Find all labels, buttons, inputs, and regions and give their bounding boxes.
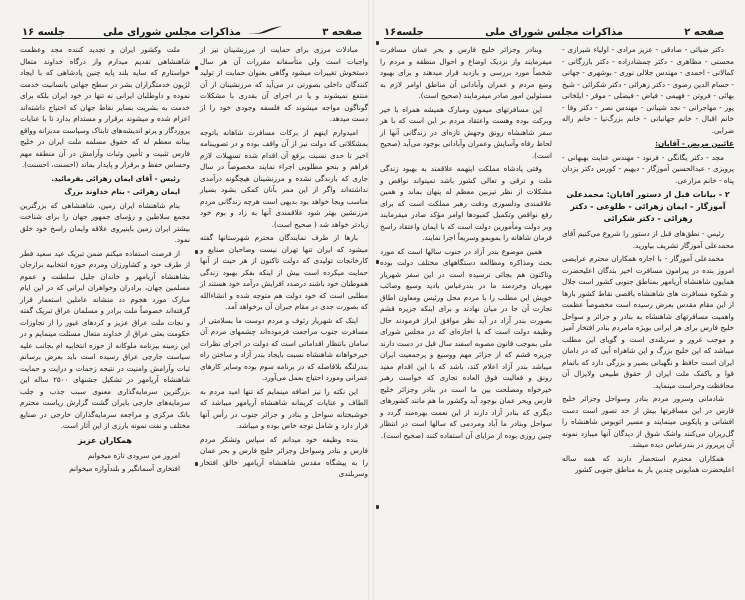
speaker-line: رئیس - آقای ایمان زهرائی بفرمائید. — [51, 173, 180, 183]
section-subheading: غائبین مریض - آقایان: — [655, 139, 734, 148]
page-header — [22, 22, 362, 39]
poem-line: همکاران عزیز — [78, 435, 132, 445]
paragraph: رئیس - نطق‌های قبل از دستور را شروع می‌کنیم آقای محمدعلی آموزگار تشریف بیاورید. — [562, 229, 734, 250]
page-number: صفحه ۳ — [322, 27, 362, 38]
publication-title: مذاکرات مجلس شورای ملی — [485, 27, 623, 38]
scan-speck — [376, 260, 379, 264]
column-right — [562, 44, 734, 478]
paragraph: بنام شاهنشاه ایران زمین، شاهنشاهی که بزرگترین مجمع سلاطین و رؤسای جمهور جهان را برای شناخت بیشتر ایران زمین باینیروی علاقه وایمان راسخ خود خلق نمود. — [20, 200, 190, 244]
paragraph: وقتی پادشاه مملکت اینهمه علاقمند به بهبود زندگی ملت و ترقی و تعالی کشور باشد نمیتواند نواقص و مشکلات از نظر تیزبین معظم له پنهان بماند و همین علاقمندی ودلسوزی ودقت رهبر مملکت است که برای رفع نواقص وتکمیل کمبودها اوامر مؤکد صادر میفرمایند وبر دولت ومأمورین دولت است که با ایمان واعتقاد راسخ فرمان شاهانه را بموبمو وسریعاً اجرا نمایند. — [380, 164, 552, 242]
session-number: جلسه ۱۶ — [22, 27, 66, 38]
paragraph: این نکته را نیز اضافه مینمایم که تنها امید مردم به الطاف و عنایات کریمانه شاهنشاه آریامهر میباشد که خوشبختانه سواحل و بنادر و جزائر جنوب در رأس آنها قرار دارد و شامل توجه خاص بوده و میباشد. — [200, 386, 368, 430]
paragraph: از فرصت استفاده میکنم ضمن تبریک عید سعید فطر از طرف خود و کشاورزان ومردم حوزه انتخابیه برازجان بشاهنشاه آریامهر و خاندان جلیل سلطنت و عموم مسلمین جهان، برادران وخواهران ایرانی که در این ایام مبارک مورد هجوم دد منشانه عاملین استعمار قرار گرفته‌اند خصوصاً ملت برادر و مسلمان عراق تبریک گفته و نجات ملت عراق عزیز و کردهای غیور را از تجاوزات حکومت بعثی عراق از خداوند متعال مسئلت مینمایم و در این زمینه بیزنامه ملوکانه از حوزه انتخابیه ام بجانب علیه سیاست جارچی عراق رسیده است باید بعرض برسانم ثبات وآرامش وامنیت در نتیجه زحمات و درایت و حمایت شاهنشاه آریامهر در تشکیل جشنهای ۲۵۰۰ ساله این بزرگترین سرمایه‌گذاری معنوی سبب جذب و جلب سرمایه‌های خارجی بایران گشت گزارش ریاست محترم بانک مرکزی و مراجعه سرمایه‌گذاران خارجی در صنایع مختلف و نفت نمونه بارزی از این آثار است. — [20, 248, 190, 430]
page-header — [384, 22, 724, 39]
paragraph: ملت وکشور ایران و تجدید کننده مجد وعظمت شاهنشاهی تقدیم میدارم واز درگاه خداوند متعال خواستارم که سایه بلند پایه چنین پادشاهی که با ایجاد لژیون خدمتگزاران بشر در سطح جهانی بانسانیت خدمت نموده و داوطلبان ایرانی نه تنها در خود ایران بلکه برای خدمت به بشریت بسایر نقاط جهان که احتیاج داشته‌اند اعزام شده و میشوند برقرار و مستدام بدارد تا با عنایات پروردگار و پرتو اندیشه‌های تابناک وسیاست مدبرانه وواقع بینانه معظم له که حقوق مسلمه ملت ایران در خلیج فارس تثبیت و تأمین وثبات وآرامش در آن منطقه مهم وحساس حفظ و برقرار و پایدار بماند (احسنت، احسنت). — [20, 45, 190, 169]
paragraph: شادمانی وسرور مردم بنادر وسواحل وجزائر خلیج فارس در این مسافرتها بیش از حد تصور است دست افشانی و پایکوبی مینمایند و مسیر اتوبوس شاهنشاه را گل‌ریزان می‌کنند واشک شوق از دیدگان آنها میبارد نمونه آن پریروز در بندرعباس دیده میشد. — [562, 394, 734, 449]
paragraph: اینک که شهریار رئوف و مردم دوست ما بسلامتی از مسافرت جنوب مراجعت فرموده‌اند چشمهای مردم آن سامان بانتظار اقداماتی است که دولت در اجرای نظرات خیرخواهانه شاهنشاه نسبت بایجاد بندر آزاد و ساختن راه بندرلنگه بلافاصله که در برنامه سوم بوده وسایر کارهای عمرانی ومورد احتیاج بعمل می‌آورد. — [200, 315, 368, 382]
paragraph: مبادلات مرزی برای حمایت از مرزنشینان نیز از واجبات است ولی متأسفانه مقررات آن هر سال دستخوش تغییرات میشود وگاهی بعنوان حمایت از تولید کنندگان داخلی بصورتی در می‌آید که مرزنشینان از آن منتفع نمیشوند و یا در اجرای آن بقدری با مشکلات گوناگون مواجه میشوند که فلسفه وجودی خود را از دست میدهد. — [200, 45, 368, 123]
scan-speck — [195, 250, 198, 254]
quill-icon — [244, 25, 284, 35]
paragraph: بنده وظیفه خود میدانم که سپاس وتشکر مردم فارس و بنادر وسواحل وجزائر خلیج فارس و بحر عمان را به پیشگاه مقدس شاهنشاه آریامهر خالق افتخار وسربلندی — [200, 434, 368, 478]
paragraph: وبنادر وجزائر خلیج فارس و بحر عمان مسافرت میفرمایند واز نزدیک اوضاع و احوال منطقه و مردم را شخصاً مورد بررسی و بازدید قرار میدهند و برای بهبود وضع مردم و عمران وآبادانی آن مناطق اوامر لازم به مسئولین امور صادر میفرمایند (صحیح است). — [380, 45, 552, 100]
paragraph: محمدعلی آموزگار - با اجازه همکاران محترم عرایضی امروز بنده در پیرامون مسافرت اخیر بندگان اعلیحضرت همایون شاهنشاه آریامهر بمناطق جنوبی کشور است جلال و شکوه مسافرت های شاهنشاه باقصی نقاط کشور بارها از این مقام مقدس بعرض رسیده است مخصوصاً عظمت واهمیت مسافرتهای شاهنشاه به بنادر و جزائر و سواحل خلیج فارس برای هر ایرانی بویژه مامردم بنادر افتخار آمیز و موجب غرور و سربلندی است و گویای این مطلب میباشد که این خلیج بزرگ و این شاهراه آبی که در دامان ایران است حافظ و نگهبانی بصیر و بزرگی دارد که باتمام قوا و باکمک ملت ایران از حقوق طبیعی ولایزال آن محافظت وحراست مینماید. — [562, 254, 734, 390]
poem-line: امروز من سرودی تازه میخوانم — [87, 450, 180, 460]
session-number: جلسه۱۶ — [384, 27, 424, 38]
header-title — [103, 25, 284, 38]
scan-speck — [376, 41, 379, 45]
attendance-list: دکتر ضیائی - صادقی - عزیز مرادی - اولیاء شیرازی - محسنی - مظاهری - دکتر چمشادزاده - دکتر بازرگانی - کمالانی - احمدی - مهندس جلالی نوری - بوشهری - جهانی - حسام الدین رضوی - دکتر زهرائی - دکتر شکرائی - شیخ بهائی - فروتن - فهیمی - فیاض - فیضلی - موقر - ایلخانی پور - مهاجرانی - نجد شیبانی - مهندس نصر - دکتر وفا - خانم اقبال - خانم جهانبانی - خانم بزرگ‌نیا - خانم زاله ضرابی. — [562, 45, 734, 135]
paragraph: همین موضوع بندر آزاد در جنوب سالها است که مورد بحث ومذاکره ومطالعه دستگاههای مختلف دولت بوده وتاکنون هم بجائی نرسیده است در این سفر شهریار مهربان وخردمند ما در بندرعباس باديد وسیع وصائب خویش این مطلب را با مردم محل ورئیس ومعاون اطاق تجارت آن جا در میان نهادند و برای اینکه جزیره قشم بصورت بندر آزاد در آید نظر موافق ابراز فرمودند حال وظیفه دولت است که با اجازه‌ای که در مجلس شورای ملی بموجب قانون مصوبه اسفند سال قبل در دست دارند جزیره قشم که از جزائر مهم ووسیع و پرجمعیت ایران میباشد بندر آزاد اعلام کند، باشد که با این اقدام مفید رونق و فعالیت فوق العاده تجاری که خواست رهبر خیرخواه ومصلحت بین ما است در بنادر وجزائر خلیج فارس وبحر عمان بوجود آید وکشور ما هم مانند کشورهای دیگری که بنادر آزاد دارند از این نعمت بهره‌مند گردد و سواحل وبنادر ما آباد ومردمی که سالها است در انتظار چنین روزی بوده از مزایای آن استفاده کنند (صحیح است). — [380, 246, 552, 440]
scan-speck — [195, 66, 198, 70]
page-number: صفحه ۲ — [684, 27, 724, 38]
section-heading: ۲ - بیانات قبل از دستور آقایان: محمدعلی آموزگار - ایمان زهرائی - طلوعی - دکتر زهرائی - دکتر شکرائی — [566, 190, 730, 223]
absentee-list: مجد - دکتر یگانگی - فرنود - مهندس عنایت بهبهانی - پرویزی - عبدالحسین آموزگار - دیهیم - کورس دکتر یزدان پناه - خانم مزارعی. — [562, 152, 734, 185]
publication-title: مذاکرات مجلس شورای ملی — [103, 27, 241, 38]
column-right — [200, 44, 368, 482]
paragraph: همکاران محترم استحضار دارند که همه ساله اعلیحضرت همایونی چندین بار به مناطق جنوبی کشور — [562, 453, 734, 474]
left-page — [0, 0, 372, 600]
paragraph: امیدوارم اینهم از برکات مسافرت شاهانه باتوجه بمشکلاتی که دولت نیز از آن واقف بوده و در تصویبنامه اخیر تا حدی نسبت برفع آن اقدام شده تسهیلات لازم فراهم و بنحو مطلوبی اجراء نمایند مخصوصاً در سال جاری که بارندگی نشده و مرزنشینان هیچگونه درآمدی نداشته‌اند واگر از این ممر بآنان کمکی بشود بسیار مناسب وبجا خواهد بود بدیهی است هرچه زندگانی مردم مرزنشین بهتر شود علاقمندی آنها به زاد و بوم خود زیادتر خواهد شد ( صحیح است). — [200, 127, 368, 229]
column-left — [20, 44, 190, 477]
paragraph: بارها از طرف نمایندگان محترم شهرستانها گفته میشود که ایران تنها تهران نیست وصاحبان صنایع و کارخانجات تولیدی که دولت تاکنون از هر حیث از آنها حمایت میکرده است بیش از اینکه بفکر بهبود زندگی هموطنان خود باشند درصدد افزایش درآمد خود هستند از مطلبی است که خود دولت هم متوجه شده و انشاءالله که بصورت جدی در مقام جبران آن برخواهد آمد. — [200, 233, 368, 311]
scan-speck — [376, 505, 379, 509]
scan-speck — [195, 462, 198, 466]
paragraph: این مسافرتهای میمون ومبارک همیشه همراه با خیر وبرکت بوده وهست واعتقاد مردم بر این است که با هر سفر شاهنشاه رونق وجهش تازه‌ای در زندگانی آنها از لحاظ رفاه وآسایش وعمران وآبادانی بوجود می‌آید (صحیح است). — [380, 104, 552, 160]
poem-line: افتخاری آسمانگیر و بلندآوازه میخوانم — [69, 464, 180, 473]
column-left — [380, 44, 552, 443]
right-page — [372, 0, 745, 600]
speaker-line: ایمان زهرائی - بنام خداوند بزرگ — [64, 187, 180, 196]
